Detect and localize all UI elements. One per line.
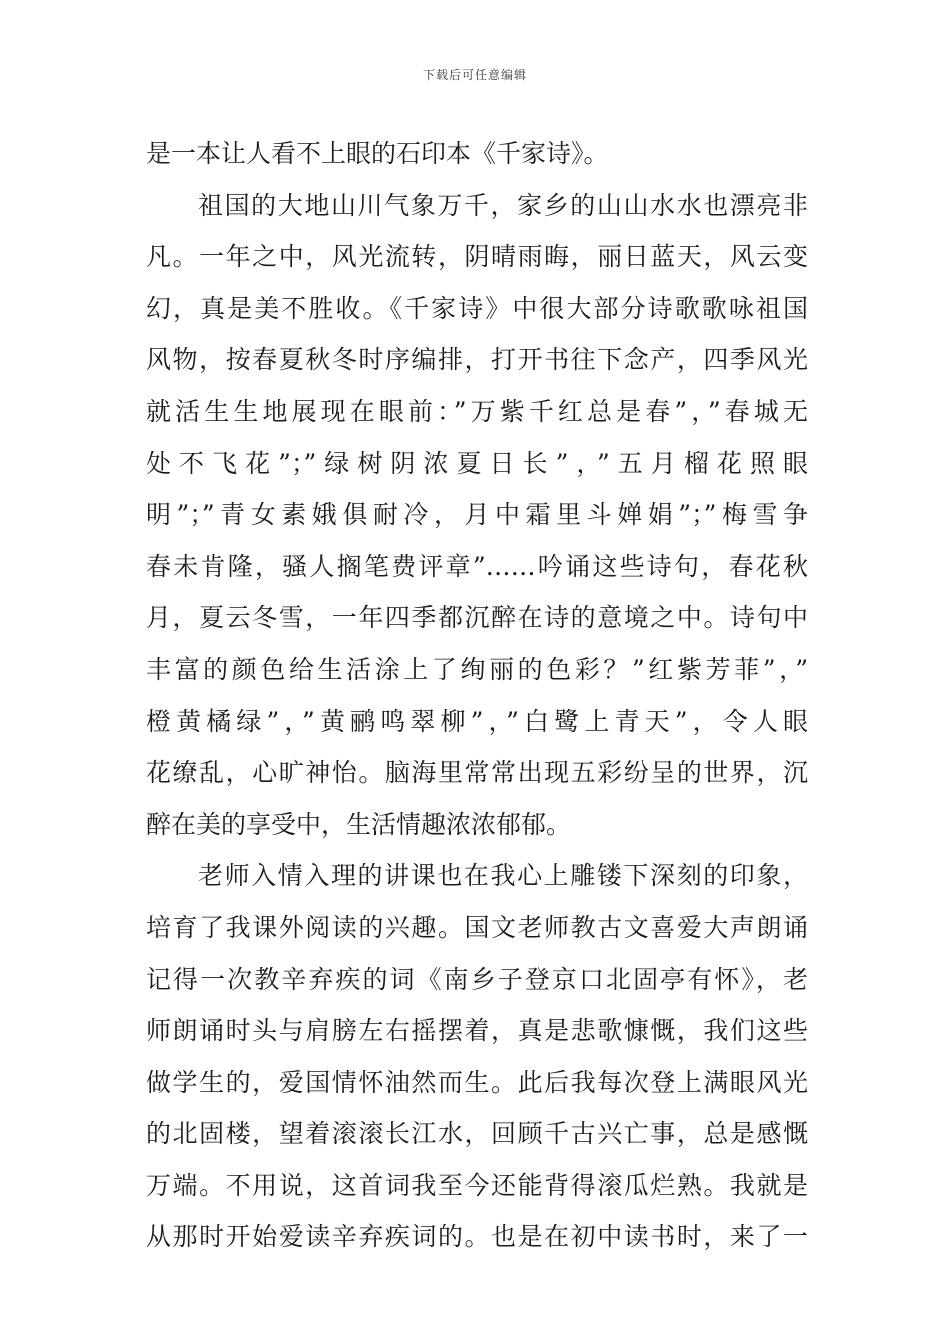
text-line: 从那时开始爱读辛弃疾词的。也是在初中读书时，来了一 [146, 1222, 808, 1252]
text-line: 师朗诵时头与肩膀左右摇摆着，真是悲歌慷慨，我们这些 [146, 1016, 808, 1046]
text-line: 万端。不用说，这首词我至今还能背得滚瓜烂熟。我就是 [146, 1170, 808, 1200]
text-line: 橙黄橘绿”，”黄鹂鸣翠柳”，”白鹭上青天”，令人眼 [146, 706, 808, 736]
text-line: 醉在美的享受中，生活情趣浓浓郁郁。 [146, 809, 572, 839]
text-line: 记得一次教辛弃疾的词《南乡子登京口北固亭有怀》，老 [146, 964, 808, 994]
text-line: 明”；”青女素娥俱耐冷，月中霜里斗婵娟”；”梅雪争 [146, 500, 808, 530]
text-line: 幻，真是美不胜收。《千家诗》中很大部分诗歌歌咏祖国 [146, 293, 808, 323]
text-line: 处不飞花”；”绿树阴浓夏日长”，”五月榴花照眼 [146, 448, 808, 478]
paragraph-start-line: 老师入情入理的讲课也在我心上雕镂下深刻的印象， [198, 861, 808, 891]
document-body [146, 128, 808, 1263]
text-line: 的北固楼，望着滚滚长江水，回顾千古兴亡事，总是感慨 [146, 1119, 808, 1149]
text-line: 花缭乱，心旷神怡。脑海里常常出现五彩纷呈的世界，沉 [146, 758, 808, 788]
text-line: 做学生的，爱国情怀油然而生。此后我每次登上满眼风光 [146, 1067, 808, 1097]
text-line: 凡。一年之中，风光流转，阴晴雨晦，丽日蓝天，风云变 [146, 242, 808, 272]
text-line: 月，夏云冬雪，一年四季都沉醉在诗的意境之中。诗句中 [146, 603, 808, 633]
page-header: 下载后可任意编辑 [422, 68, 527, 82]
text-line: 就活生生地展现在眼前：”万紫千红总是春”，”春城无 [146, 396, 808, 426]
text-line: 是一本让人看不上眼的石印本《千家诗》。 [146, 139, 609, 168]
text-line: 培育了我课外阅读的兴趣。国文老师教古文喜爱大声朗诵 [146, 912, 808, 942]
text-line: 风物，按春夏秋冬时序编排，打开书往下念产，四季风光 [146, 345, 808, 375]
paragraph-start-line: 祖国的大地山川气象万千，家乡的山山水水也漂亮非 [198, 190, 808, 220]
text-line: 春未肯隆，骚人搁笔费评章”……吟诵这些诗句，春花秋 [146, 551, 808, 581]
text-line: 丰富的颜色给生活涂上了绚丽的色彩？”红紫芳菲”，” [146, 654, 808, 684]
